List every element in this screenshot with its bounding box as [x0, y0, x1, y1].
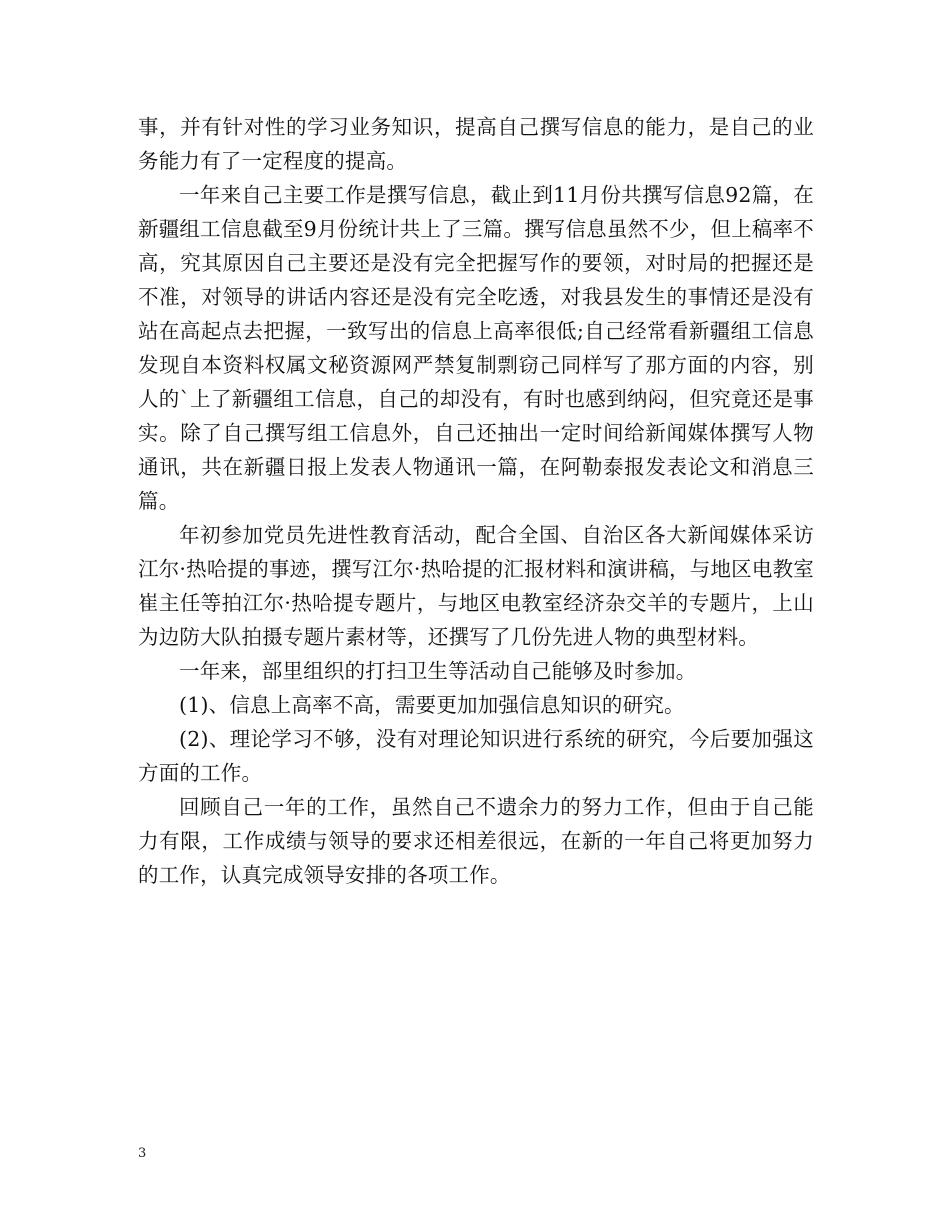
document-body: [138, 110, 814, 892]
paragraph-3: 年初参加党员先进性教育活动，配合全国、自治区各大新闻媒体采访江尔·热哈提的事迹，撰写江尔·热哈提的汇报材料和演讲稿，与地区电教室崔主任等拍江尔·热哈提专题片，与地区电教室经济杂交羊的专题片，上山为边防大队拍摄专题片素材等，还撰写了几份先进人物的典型材料。: [138, 523, 814, 649]
paragraph-2: 一年来自己主要工作是撰写信息，截止到11月份共撰写信息92篇，在新疆组工信息截至9月份统计共上了三篇。撰写信息虽然不少，但上稿率不高，究其原因自己主要还是没有完全把握写作的要领，对时局的把握还是不准，对领导的讲话内容还是没有完全吃透，对我县发生的事情还是没有站在高起点去把握，一致写出的信息上高率很低;自己经常看新疆组工信息发现自本资料权属文秘资源网严禁复制剽窃己同样写了那方面的内容，别人的`上了新疆组工信息，自己的却没有，有时也感到纳闷，但究竟还是事实。除了自己撰写组工信息外，自己还抽出一定时间给新闻媒体撰写人物通讯，共在新疆日报上发表人物通讯一篇，在阿勒泰报发表论文和消息三篇。: [138, 183, 814, 513]
paragraph-6: (2)、理论学习不够，没有对理论知识进行系统的研究，今后要加强这方面的工作。: [138, 727, 814, 785]
paragraph-5: (1)、信息上高率不高，需要更加加强信息知识的研究。: [179, 693, 685, 717]
page-number: 3: [138, 1146, 147, 1161]
paragraph-1: 事，并有针对性的学习业务知识，提高自己撰写信息的能力，是自己的业务能力有了一定程度的提高。: [138, 115, 814, 173]
paragraph-4: 一年来，部里组织的打扫卫生等活动自己能够及时参加。: [179, 659, 697, 683]
paragraph-7: 回顾自己一年的工作，虽然自己不遗余力的努力工作，但由于自己能力有限，工作成绩与领导的要求还相差很远，在新的一年自己将更加努力的工作，认真完成领导安排的各项工作。: [138, 795, 814, 887]
